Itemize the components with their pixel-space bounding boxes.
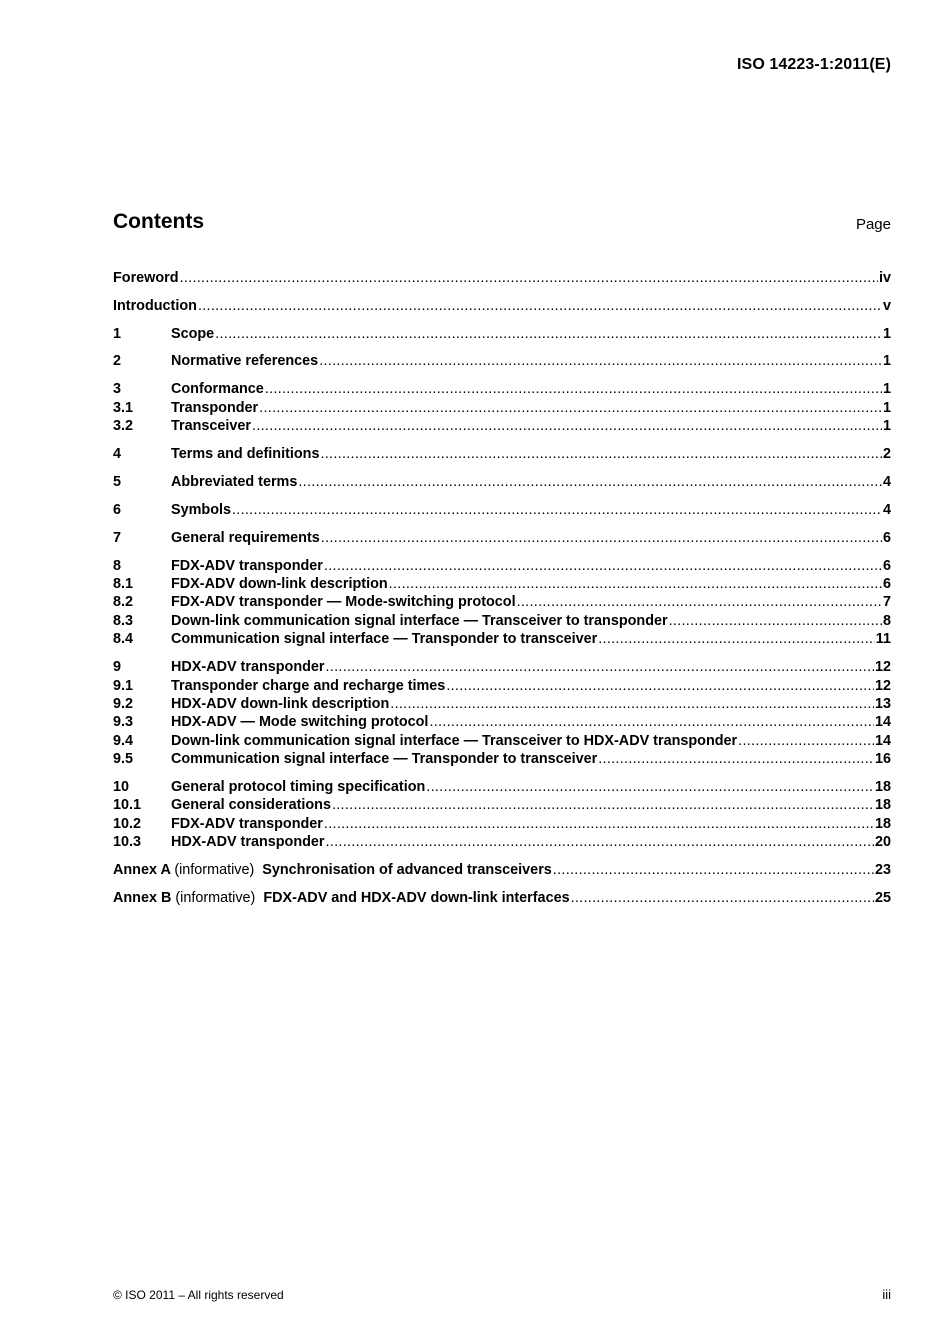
toc-entry-title: Transponder charge and recharge times bbox=[171, 678, 446, 694]
toc-leader-dots bbox=[429, 713, 874, 731]
toc-leader-dots bbox=[598, 630, 875, 648]
toc-entry-page: 12 bbox=[874, 678, 891, 694]
toc-leader-dots bbox=[321, 529, 882, 547]
toc-leader-dots bbox=[390, 695, 874, 713]
toc-leader-dots bbox=[265, 380, 882, 398]
toc-entry-title: FDX-ADV and HDX-ADV down-link interfaces bbox=[263, 890, 570, 906]
toc-leader-dots bbox=[198, 297, 882, 315]
toc-entry-number: 9.1 bbox=[113, 678, 134, 694]
toc-entry-10-1[interactable] bbox=[113, 796, 891, 814]
toc-entry-title: FDX-ADV down-link description bbox=[171, 576, 388, 592]
toc-entry-9-3[interactable] bbox=[113, 713, 891, 731]
toc-entry-title: HDX-ADV transponder bbox=[171, 834, 325, 850]
toc-entry-5[interactable] bbox=[113, 473, 891, 491]
toc-entry-title: FDX-ADV transponder — Mode-switching protocol bbox=[171, 594, 516, 610]
toc-entry-number: 3.1 bbox=[113, 400, 134, 416]
toc-leader-dots bbox=[324, 557, 882, 575]
toc-entry-title: Abbreviated terms bbox=[171, 474, 298, 490]
toc-entry-3-2[interactable] bbox=[113, 417, 891, 435]
toc-leader-dots bbox=[326, 658, 874, 676]
toc-entry-9-5[interactable] bbox=[113, 750, 891, 768]
toc-entry-title: Scope bbox=[171, 326, 215, 342]
toc-entry-page: 2 bbox=[882, 446, 891, 462]
toc-entry-number: 10.2 bbox=[113, 816, 142, 832]
toc-entry-title: Communication signal interface — Transponder to transceiver bbox=[171, 631, 598, 647]
toc-entry-page: 18 bbox=[874, 779, 891, 795]
page-title: Contents bbox=[113, 210, 204, 233]
toc-leader-dots bbox=[389, 575, 882, 593]
toc-entry-page: 12 bbox=[874, 659, 891, 675]
toc-entry-annex-a[interactable] bbox=[113, 861, 891, 879]
toc-entry-page: 4 bbox=[882, 474, 891, 490]
toc-entry-number: 10 bbox=[113, 779, 130, 795]
toc-entry-number: 9.3 bbox=[113, 714, 134, 730]
toc-entry-page: 7 bbox=[882, 594, 891, 610]
toc-entry-page: 8 bbox=[882, 613, 891, 629]
toc-entry-number: 8.1 bbox=[113, 576, 134, 592]
toc-entry-number: 8 bbox=[113, 558, 122, 574]
toc-leader-dots bbox=[324, 815, 874, 833]
toc-entry-page: 1 bbox=[882, 418, 891, 434]
toc-leader-dots bbox=[446, 677, 874, 695]
toc-entry-title: General protocol timing specification bbox=[171, 779, 426, 795]
toc-entry-page: 6 bbox=[882, 558, 891, 574]
toc-leader-dots bbox=[517, 593, 882, 611]
toc-entry-title: Introduction bbox=[113, 298, 197, 314]
toc-entry-8-2[interactable] bbox=[113, 593, 891, 611]
toc-entry-page: 1 bbox=[882, 381, 891, 397]
toc-entry-7[interactable] bbox=[113, 529, 891, 547]
toc-entry-page: 14 bbox=[874, 733, 891, 749]
toc-entry-10[interactable] bbox=[113, 778, 891, 796]
toc-entry-title: FDX-ADV transponder bbox=[171, 816, 323, 832]
toc-entry-introduction[interactable] bbox=[113, 297, 891, 315]
toc-entry-title: Symbols bbox=[171, 502, 231, 518]
toc-leader-dots bbox=[426, 778, 874, 796]
toc-entry-page: 14 bbox=[874, 714, 891, 730]
page-column-label: Page bbox=[855, 216, 891, 233]
toc-entry-number: 8.2 bbox=[113, 594, 134, 610]
copyright-notice: © ISO 2011 – All rights reserved bbox=[113, 1288, 284, 1302]
toc-entry-page: 23 bbox=[874, 862, 891, 878]
toc-entry-title: Foreword bbox=[113, 270, 179, 286]
toc-annex-label: Annex A bbox=[113, 862, 171, 878]
toc-entry-title: Communication signal interface — Transponder to transceiver bbox=[171, 751, 598, 767]
toc-entry-page: 6 bbox=[882, 576, 891, 592]
toc-entry-9-4[interactable] bbox=[113, 732, 891, 750]
toc-entry-page: 1 bbox=[882, 353, 891, 369]
toc-entry-page: 13 bbox=[874, 696, 891, 712]
toc-entry-6[interactable] bbox=[113, 501, 891, 519]
toc-leader-dots bbox=[598, 750, 874, 768]
toc-leader-dots bbox=[252, 417, 882, 435]
toc-entry-8-3[interactable] bbox=[113, 612, 891, 630]
toc-entry-9[interactable] bbox=[113, 658, 891, 676]
toc-entry-page: 18 bbox=[874, 797, 891, 813]
toc-leader-dots bbox=[332, 796, 874, 814]
page-number: iii bbox=[882, 1287, 891, 1302]
toc-entry-title: Down-link communication signal interface — Transceiver to HDX-ADV transponder bbox=[171, 733, 738, 749]
toc-entry-title: Synchronisation of advanced transceivers bbox=[262, 862, 552, 878]
toc-entry-page: v bbox=[882, 298, 891, 314]
toc-annex-heading bbox=[113, 889, 570, 907]
toc-entry-10-3[interactable] bbox=[113, 833, 891, 851]
toc-entry-number: 2 bbox=[113, 353, 122, 369]
toc-annex-heading bbox=[113, 861, 552, 879]
toc-entry-page: 4 bbox=[882, 502, 891, 518]
toc-leader-dots bbox=[298, 473, 882, 491]
toc-entry-page: iv bbox=[878, 270, 891, 286]
toc-annex-type: (informative) bbox=[175, 890, 256, 906]
toc-entry-page: 6 bbox=[882, 530, 891, 546]
toc-entry-title: Transceiver bbox=[171, 418, 252, 434]
toc-entry-page: 1 bbox=[882, 326, 891, 342]
toc-entry-number: 10.3 bbox=[113, 834, 142, 850]
toc-entry-title: Normative references bbox=[171, 353, 319, 369]
toc-entry-1[interactable] bbox=[113, 325, 891, 343]
toc-entry-8-1[interactable] bbox=[113, 575, 891, 593]
toc-annex-label: Annex B bbox=[113, 890, 172, 906]
toc-annex-type: (informative) bbox=[174, 862, 255, 878]
document-id: ISO 14223-1:2011(E) bbox=[737, 56, 891, 73]
toc-entry-number: 9.4 bbox=[113, 733, 134, 749]
toc-entry-10-2[interactable] bbox=[113, 815, 891, 833]
toc-leader-dots bbox=[215, 325, 882, 343]
toc-leader-dots bbox=[232, 501, 882, 519]
toc-entry-page: 16 bbox=[874, 751, 891, 767]
toc-entry-foreword[interactable] bbox=[113, 269, 891, 287]
toc-entry-number: 9.2 bbox=[113, 696, 134, 712]
toc-entry-page: 18 bbox=[874, 816, 891, 832]
toc-entry-number: 3 bbox=[113, 381, 122, 397]
toc-leader-dots bbox=[669, 612, 882, 630]
toc-entry-page: 20 bbox=[874, 834, 891, 850]
toc-leader-dots bbox=[553, 861, 874, 879]
toc-leader-dots bbox=[320, 445, 882, 463]
toc-entry-title: Transponder bbox=[171, 400, 259, 416]
toc-entry-number: 3.2 bbox=[113, 418, 134, 434]
toc-entry-8-4[interactable] bbox=[113, 630, 891, 648]
toc-entry-9-1[interactable] bbox=[113, 677, 891, 695]
toc-leader-dots bbox=[738, 732, 874, 750]
toc-entry-9-2[interactable] bbox=[113, 695, 891, 713]
toc-leader-dots bbox=[326, 833, 874, 851]
toc-entry-page: 11 bbox=[875, 631, 891, 647]
toc-leader-dots bbox=[259, 399, 882, 417]
toc-entry-title: HDX-ADV transponder bbox=[171, 659, 325, 675]
toc-leader-dots bbox=[319, 352, 882, 370]
toc-entry-annex-b[interactable] bbox=[113, 889, 891, 907]
toc-entry-title: HDX-ADV down-link description bbox=[171, 696, 390, 712]
toc-leader-dots bbox=[180, 269, 878, 287]
toc-entry-number: 1 bbox=[113, 326, 122, 342]
toc-entry-4[interactable] bbox=[113, 445, 891, 463]
toc-entry-title: Down-link communication signal interface — Transceiver to transponder bbox=[171, 613, 668, 629]
toc-entry-title: General requirements bbox=[171, 530, 320, 546]
toc-entry-title: Conformance bbox=[171, 381, 264, 397]
toc-entry-3-1[interactable] bbox=[113, 399, 891, 417]
toc-entry-number: 9.5 bbox=[113, 751, 134, 767]
toc-leader-dots bbox=[571, 889, 874, 907]
toc-entry-2[interactable] bbox=[113, 352, 891, 370]
toc-entry-number: 6 bbox=[113, 502, 122, 518]
toc-entry-number: 8.4 bbox=[113, 631, 134, 647]
toc-entry-number: 7 bbox=[113, 530, 122, 546]
toc-entry-title: General considerations bbox=[171, 797, 331, 813]
toc-entry-page: 25 bbox=[874, 890, 891, 906]
toc-entry-8[interactable] bbox=[113, 557, 891, 575]
toc-entry-title: Terms and definitions bbox=[171, 446, 320, 462]
toc-entry-title: FDX-ADV transponder bbox=[171, 558, 323, 574]
toc-entry-number: 4 bbox=[113, 446, 122, 462]
toc-entry-number: 8.3 bbox=[113, 613, 134, 629]
toc-entry-number: 9 bbox=[113, 659, 122, 675]
toc-entry-number: 5 bbox=[113, 474, 122, 490]
toc-entry-page: 1 bbox=[882, 400, 891, 416]
toc-entry-3[interactable] bbox=[113, 380, 891, 398]
toc-entry-number: 10.1 bbox=[113, 797, 142, 813]
toc-entry-title: HDX-ADV — Mode switching protocol bbox=[171, 714, 429, 730]
